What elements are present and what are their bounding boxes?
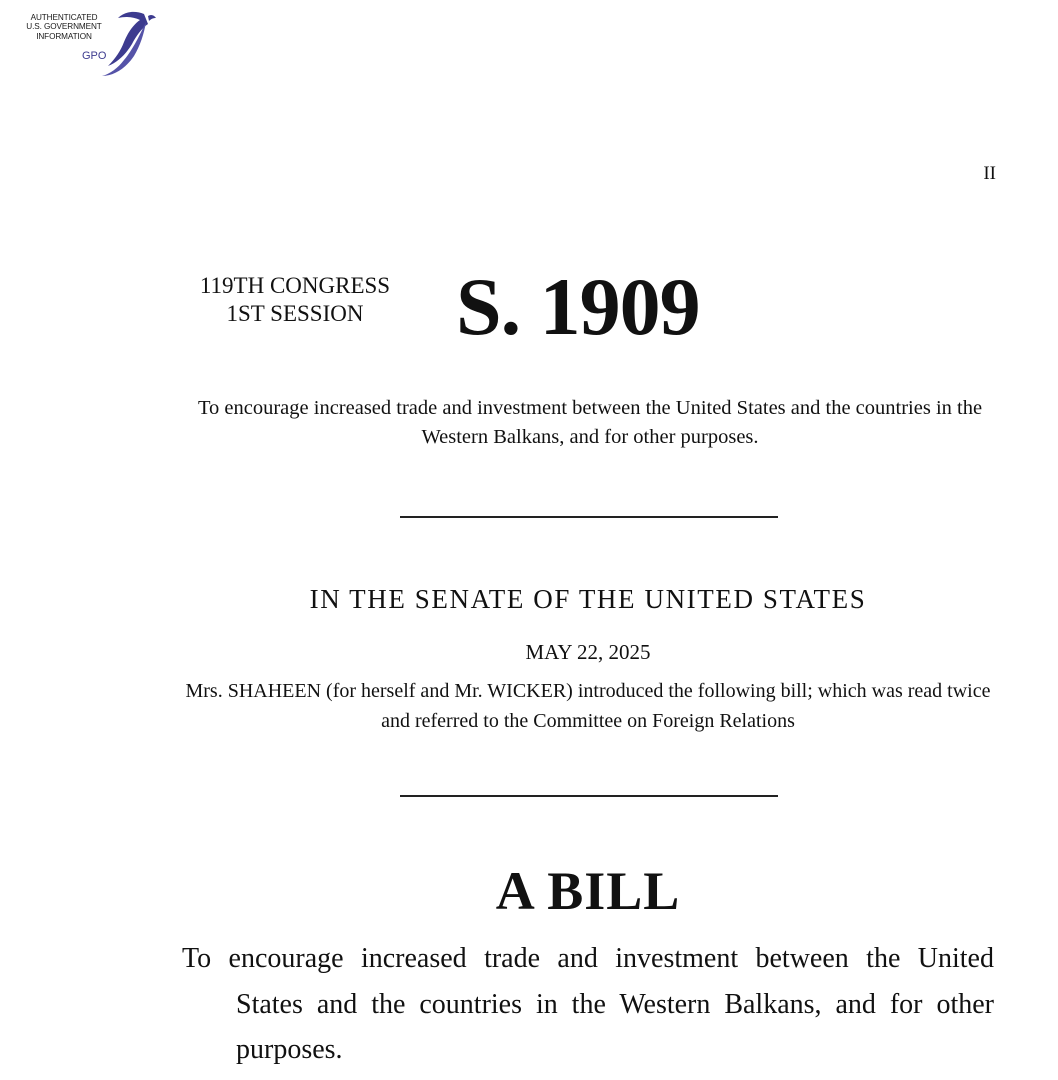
logo-line-2: U.S. GOVERNMENT: [26, 22, 102, 32]
congress-number: 119TH CONGRESS: [199, 273, 391, 298]
divider-rule: [400, 516, 778, 518]
chamber-heading: IN THE SENATE OF THE UNITED STATES: [309, 584, 867, 614]
logo-line-3: INFORMATION: [36, 31, 92, 41]
congress-session-block: [160, 272, 430, 328]
gpo-authentication-logo: [12, 8, 162, 80]
introduction-date: MAY 22, 2025: [525, 640, 651, 664]
short-purpose: To encourage increased trade and investment between the United States and the countries in the Western Balkans, and for other purposes.: [197, 397, 983, 448]
divider-rule: [400, 795, 778, 797]
logo-gpo-mark: GPO: [82, 50, 107, 62]
bill-heading: A BILL: [495, 861, 681, 921]
bill-purpose: To encourage increased trade and investment between the United States and the countries in the Western Balkans, and for other purposes.: [182, 943, 994, 1065]
bill-version-code: II: [983, 163, 996, 184]
introduction-statement: Mrs. SHAHEEN (for herself and Mr. WICKER) introduced the following bill; which was read twice and referred to the Committee on Foreign Relations: [185, 680, 991, 732]
logo-line-1: AUTHENTICATED: [30, 13, 98, 22]
session-number: 1ST SESSION: [226, 301, 364, 326]
eagle-icon: [94, 8, 158, 80]
bill-number: S. 1909: [456, 261, 700, 352]
